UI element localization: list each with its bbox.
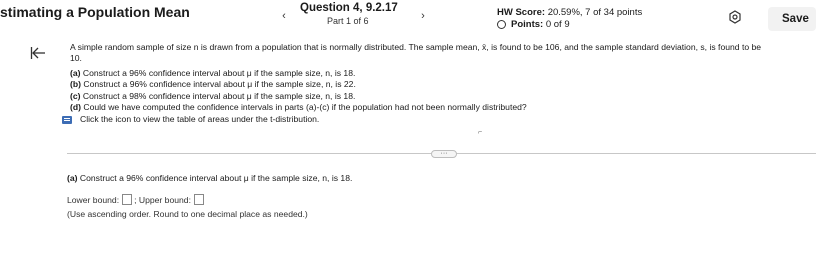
circle-icon — [497, 20, 506, 29]
hw-score-value: 20.59%, 7 of 34 points — [547, 7, 643, 18]
problem-part-b: (b) Construct a 96% confidence interval about μ if the sample size, n, is 22. — [70, 79, 356, 90]
mouse-cursor-icon: ⌐ — [478, 129, 483, 136]
rounding-note: (Use ascending order. Round to one decimal place as needed.) — [67, 209, 308, 219]
course-title: stimating a Population Mean — [0, 4, 190, 20]
problem-part-d: (d) Could we have computed the confidence intervals in parts (a)-(c) if the population had not been normally distributed? — [70, 102, 527, 113]
header-bar — [0, 0, 816, 40]
bounds-separator: ; — [134, 194, 137, 205]
points-row — [497, 19, 570, 30]
question-title: Question 4, 9.2.17 — [300, 2, 398, 14]
question-part: Part 1 of 6 — [327, 16, 369, 26]
t-table-hint: Click the icon to view the table of areas under the t-distribution. — [80, 114, 320, 125]
upper-bound-label: Upper bound: — [138, 194, 191, 205]
save-button[interactable]: Save — [768, 7, 816, 31]
problem-statement — [70, 42, 816, 126]
bounds-row — [67, 194, 206, 205]
next-question-button[interactable]: › — [421, 10, 425, 22]
hw-score — [497, 7, 642, 18]
settings-icon[interactable] — [728, 10, 742, 24]
points-label: Points: — [511, 19, 544, 30]
answer-part-a-prompt: (a) Construct a 96% confidence interval about μ if the sample size, n, is 18. — [67, 173, 353, 183]
lower-bound-label: Lower bound: — [67, 194, 120, 205]
problem-part-a: (a) Construct a 96% confidence interval about μ if the sample size, n, is 18. — [70, 67, 356, 78]
t-table-link-row — [70, 114, 816, 125]
problem-part-c: (c) Construct a 98% confidence interval about μ if the sample size, n, is 18. — [70, 90, 356, 101]
answer-section — [67, 173, 352, 184]
lower-bound-input[interactable] — [122, 194, 132, 205]
back-arrow-icon[interactable] — [30, 46, 46, 60]
table-icon[interactable] — [62, 116, 72, 124]
upper-bound-input[interactable] — [194, 194, 204, 205]
previous-question-button[interactable]: ‹ — [282, 10, 286, 22]
problem-intro-line1: A simple random sample of size n is drawn from a population that is normally distributed. The sample mean, x̄, is found to be 106, and the sample standard deviation, s, is found to be — [70, 42, 762, 52]
show-more-button[interactable]: ··· — [431, 150, 457, 158]
points-value: 0 of 9 — [545, 19, 570, 30]
hw-score-label: HW Score: — [497, 7, 546, 18]
problem-intro-line2: 10. — [70, 53, 82, 64]
